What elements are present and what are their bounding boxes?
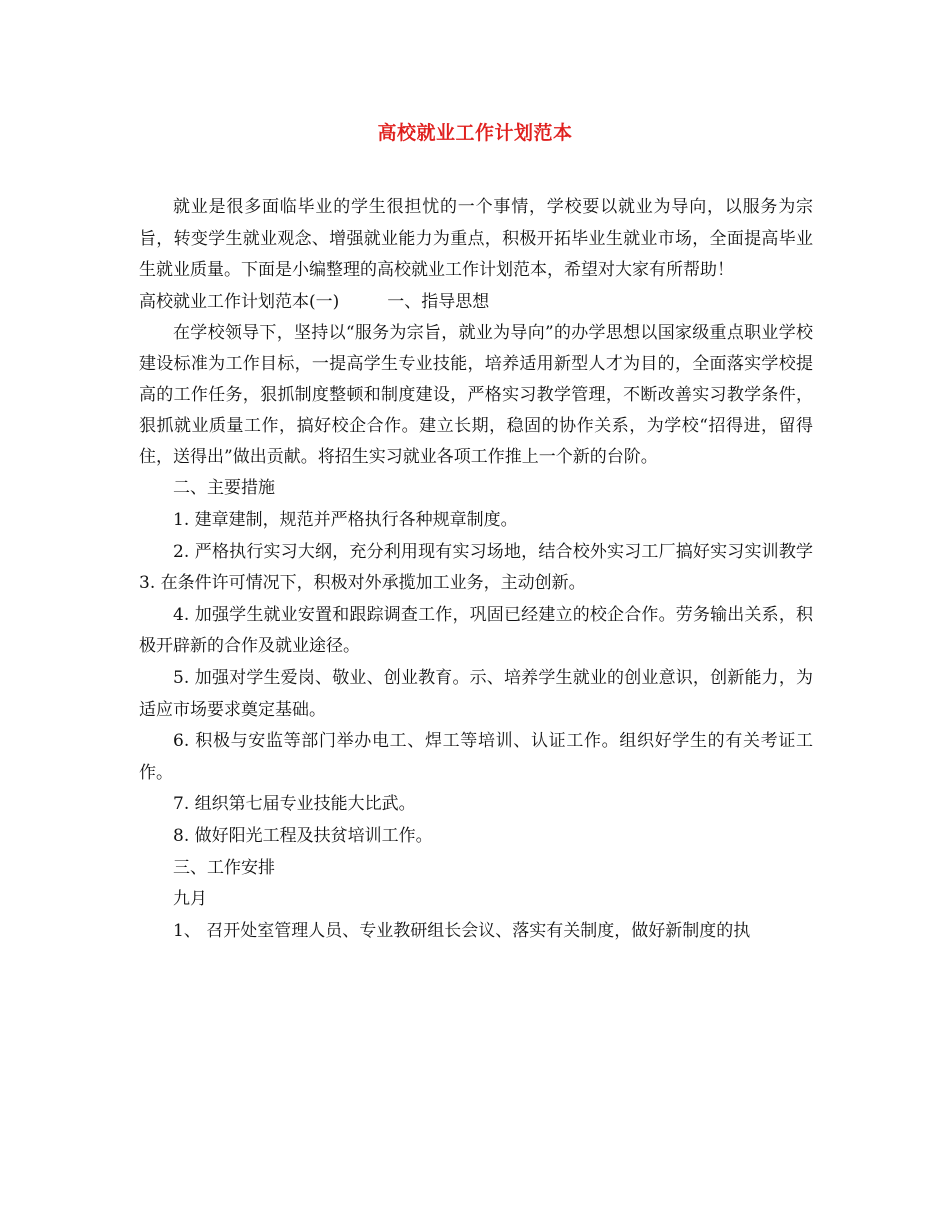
measure-item-7: 7. 组织第七届专业技能大比武。 [173, 794, 416, 815]
measure-item-1: 1. 建章建制，规范并严格执行各种规章制度。 [173, 509, 518, 530]
arrangement-heading: 三、工作安排 [173, 857, 275, 878]
document-title: 高校就业工作计划范本 [377, 122, 573, 144]
measure-item-6: 6. 积极与安监等部门举办电工、焊工等培训、认证工作。组织好学生的有关考证工作。 [139, 731, 813, 783]
measures-heading: 二、主要措施 [173, 478, 275, 499]
guiding-thought-paragraph: 在学校领导下，坚持以“服务为宗旨，就业为导向”的办学思想以国家级重点职业学校建设标准为工作目标，一提高学生专业技能，培养适用新型人才为目的，全面落实学校提高的工作任务，狠抓制度整顿和制度建设，严格实习教学管理，不断改善实习教学条件，狠抓就业质量工作，搞好校企合作。建立长期，稳固的协作关系，为学校“招得进，留得住，送得出”做出贡献。将招生实习就业各项工作推上一个新的台阶。 [139, 323, 813, 468]
measure-item-5: 5. 加强对学生爱岗、敬业、创业教育。示、培养学生就业的创业意识，创新能力，为适应市场要求奠定基础。 [139, 667, 813, 720]
section-heading-right: 一、指导思想 [387, 291, 490, 312]
document-body [139, 192, 813, 947]
section-heading-left: 高校就业工作计划范本(一) [139, 291, 340, 312]
measure-item-8: 8. 做好阳光工程及扶贫培训工作。 [173, 825, 433, 846]
measure-item-2: 2. 严格执行实习大纲，充分利用现有实习场地，结合校外实习工厂搞好实习实训教学3. 在条件许可情况下，积极对外承揽加工业务，主动创新。 [139, 541, 813, 594]
section-heading [139, 287, 813, 319]
intro-paragraph: 就业是很多面临毕业的学生很担忧的一个事情，学校要以就业为导向，以服务为宗旨，转变学生就业观念、增强就业能力为重点，积极开拓毕业生就业市场，全面提高毕业生就业质量。下面是小编整理的高校就业工作计划范本，希望对大家有所帮助！ [139, 197, 813, 281]
measure-item-4: 4. 加强学生就业安置和跟踪调查工作，巩固已经建立的校企合作。劳务输出关系，积极开辟新的合作及就业途径。 [139, 604, 813, 657]
arrangement-item-1: 1、 召开处室管理人员、专业教研组长会议、落实有关制度，做好新制度的执 [173, 920, 751, 941]
month-label: 九月 [173, 889, 207, 910]
